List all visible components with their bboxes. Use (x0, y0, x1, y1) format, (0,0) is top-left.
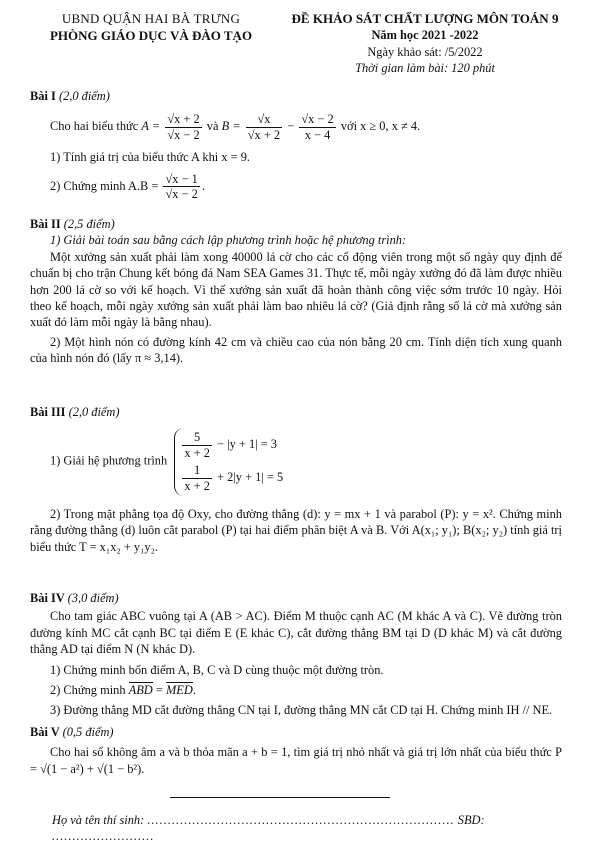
bai-1-heading (30, 88, 562, 104)
bai-2-question-2-text: 2) Một hình nón có đường kính 42 cm và chiều cao của nón bằng 20 cm. Tính diện tích xung quanh của hình nón đó (lấy π ≈ 3,14). (30, 334, 562, 365)
bai-2-title: Bài II (30, 217, 61, 231)
angle-med: MED (165, 682, 193, 697)
bai-3-title: Bài III (30, 405, 66, 419)
bai-1-q2-denominator: √x − 2 (165, 187, 198, 202)
bai-5-heading (30, 724, 562, 740)
expr-b2-denominator: x − 4 (304, 128, 331, 143)
bai-1-q2-fraction (163, 172, 199, 203)
condition: với x ≥ 0, x ≠ 4. (340, 119, 421, 134)
sbd-label: SBD: (457, 813, 485, 827)
bai-3-q1-prefix: 1) Giải hệ phương trình (50, 453, 168, 468)
name-dots: ........................................................................... (147, 813, 455, 827)
expr-b1-numerator: √x (246, 112, 282, 128)
exam-duration: Thời gian làm bài: 120 phút (355, 60, 495, 75)
and-word: và (206, 119, 219, 134)
section-bai-3 (30, 404, 562, 555)
candidate-info (52, 812, 562, 845)
expr-b2-numerator: √x − 2 (301, 112, 334, 127)
expr-a-lhs: A = (141, 119, 161, 134)
divider-line (170, 797, 390, 798)
bai-3-points: (2,0 điểm) (68, 405, 120, 419)
expr-a-fraction (165, 112, 201, 143)
section-bai-1 (30, 88, 562, 202)
bai-1-intro-text: Cho hai biểu thức (50, 119, 139, 134)
eq1-fraction (182, 430, 212, 461)
bai-3-question-1 (30, 428, 562, 496)
eq2-fraction (182, 463, 212, 494)
equation-system (174, 428, 283, 496)
equals-sign: = (155, 682, 163, 697)
school-year: Năm học 2021 -2022 (371, 28, 479, 43)
expr-a-numerator: √x + 2 (167, 112, 200, 127)
section-bai-2 (30, 216, 562, 366)
bai-4-q2-prefix: 2) Chứng minh (50, 682, 126, 697)
exam-date: Ngày khảo sát: /5/2022 (367, 44, 483, 59)
bai-1-intro (30, 112, 562, 143)
bai-1-q2-prefix: 2) Chứng minh A.B = (50, 178, 159, 193)
bai-4-points: (3,0 điểm) (67, 591, 119, 605)
bai-1-points: (2,0 điểm) (58, 89, 110, 103)
section-bai-5 (30, 724, 562, 777)
eq1-numerator: 5 (182, 430, 212, 446)
bai-1-q2-end: . (201, 178, 205, 193)
bai-1-question-2 (30, 172, 562, 203)
angle-abd: ABD (128, 682, 153, 697)
minus-sign: − (287, 119, 295, 134)
exam-title: ĐỀ KHẢO SÁT CHẤT LƯỢNG MÔN TOÁN 9 (291, 11, 559, 26)
eq2-numerator: 1 (182, 463, 212, 479)
bai-4-question-1: 1) Chứng minh bốn điểm A, B, C và D cùng thuộc một đường tròn. (50, 662, 384, 677)
bai-3-question-2: 2) Trong mặt phẳng tọa độ Oxy, cho đường thẳng (d): y = mx + 1 và parabol (P): y = x². Chứng minh rằng đường thẳng (d) luôn cắt parabol (P) tại hai điểm phân biệt A và B. Với A(x₁; y₁); B(x₂; y₂) tính giá trị biểu thức T = x₁x₂ + y₁y₂. (30, 506, 562, 554)
bai-4-intro: Cho tam giác ABC vuông tại A (AB > AC). Điểm M thuộc cạnh AC (M khác A và C). Vẽ đường tròn đường kính MC cắt cạnh BC tại điểm E (E khác C), cắt đường thẳng BM tại D (D khác M) và cắt đường thẳng AD tại điểm N (N khác D). (30, 609, 562, 657)
bai-3-heading (30, 404, 562, 420)
expr-b-fraction-1 (246, 112, 282, 143)
bai-5-title: Bài V (30, 725, 60, 739)
issuer-line1: UBND QUẬN HAI BÀ TRƯNG (61, 11, 241, 26)
bai-4-q2-end: . (192, 682, 196, 697)
equation-2 (180, 463, 283, 494)
sbd-dots: ......................... (52, 829, 155, 844)
bai-2-heading (30, 216, 562, 232)
eq2-denominator: x + 2 (184, 479, 210, 493)
bai-2-question-1-text: Một xưởng sản xuất phải làm xong 40000 lá cờ cho các cổ động viên trong một số ngày quy định để chuẩn bị cho trận Chung kết bóng đá Nam SEA Games 31. Thực tế, mỗi ngày xưởng đó đã làm được nhiều hơn 200 lá cờ so với kế hoạch. Vì thế xưởng sản xuất đã hoàn thành công việc sớm trước 10 ngày. Hỏi theo kế hoạch, mỗi ngày xưởng sản xuất phải làm bao nhiêu lá cờ? (Giả định rằng số lá cờ mà xưởng sản xuất đó làm mỗi ngày là bằng nhau). (30, 249, 562, 330)
exam-info-block (280, 10, 570, 76)
name-label: Họ và tên thí sinh: (52, 813, 145, 827)
bai-1-q2-numerator: √x − 1 (165, 171, 198, 186)
bai-4-question-3: 3) Đường thẳng MD cắt đường thẳng CN tại I, đường thẳng MN cắt CD tại H. Chứng minh IH // NE. (50, 703, 553, 718)
expr-b-lhs: B = (221, 119, 241, 134)
issuer-line2: PHÒNG GIÁO DỤC VÀ ĐÀO TẠO (49, 28, 253, 44)
bai-5-text: Cho hai số không âm a và b thỏa mãn a + b = 1, tìm giá trị nhỏ nhất và giá trị lớn nhất của biểu thức P = √(1 − a²) + √(1 − b²). (30, 745, 562, 776)
bai-4-title: Bài IV (30, 591, 65, 605)
section-bai-4 (30, 590, 562, 719)
expr-b1-denominator: √x + 2 (247, 128, 281, 143)
eq1-denominator: x + 2 (184, 446, 210, 461)
bai-2-points: (2,5 điểm) (63, 217, 115, 231)
issuer-block (36, 10, 266, 44)
expr-a-denominator: √x − 2 (167, 128, 200, 143)
bai-5-points: (0,5 điểm) (62, 725, 114, 739)
bai-2-question-1-heading: 1) Giải bài toán sau bằng cách lập phương trình hoặc hệ phương trình: (50, 233, 407, 248)
bai-4-question-2 (30, 682, 562, 698)
equation-1 (180, 430, 283, 461)
eq2-rest: + 2|y + 1| = 5 (217, 470, 284, 485)
bai-1-title: Bài I (30, 89, 56, 103)
eq1-rest: − |y + 1| = 3 (217, 437, 277, 452)
bai-4-heading (30, 590, 562, 606)
bai-1-question-1: 1) Tính giá trị của biểu thức A khi x = 9. (50, 150, 250, 165)
expr-b-fraction-2 (299, 112, 335, 143)
